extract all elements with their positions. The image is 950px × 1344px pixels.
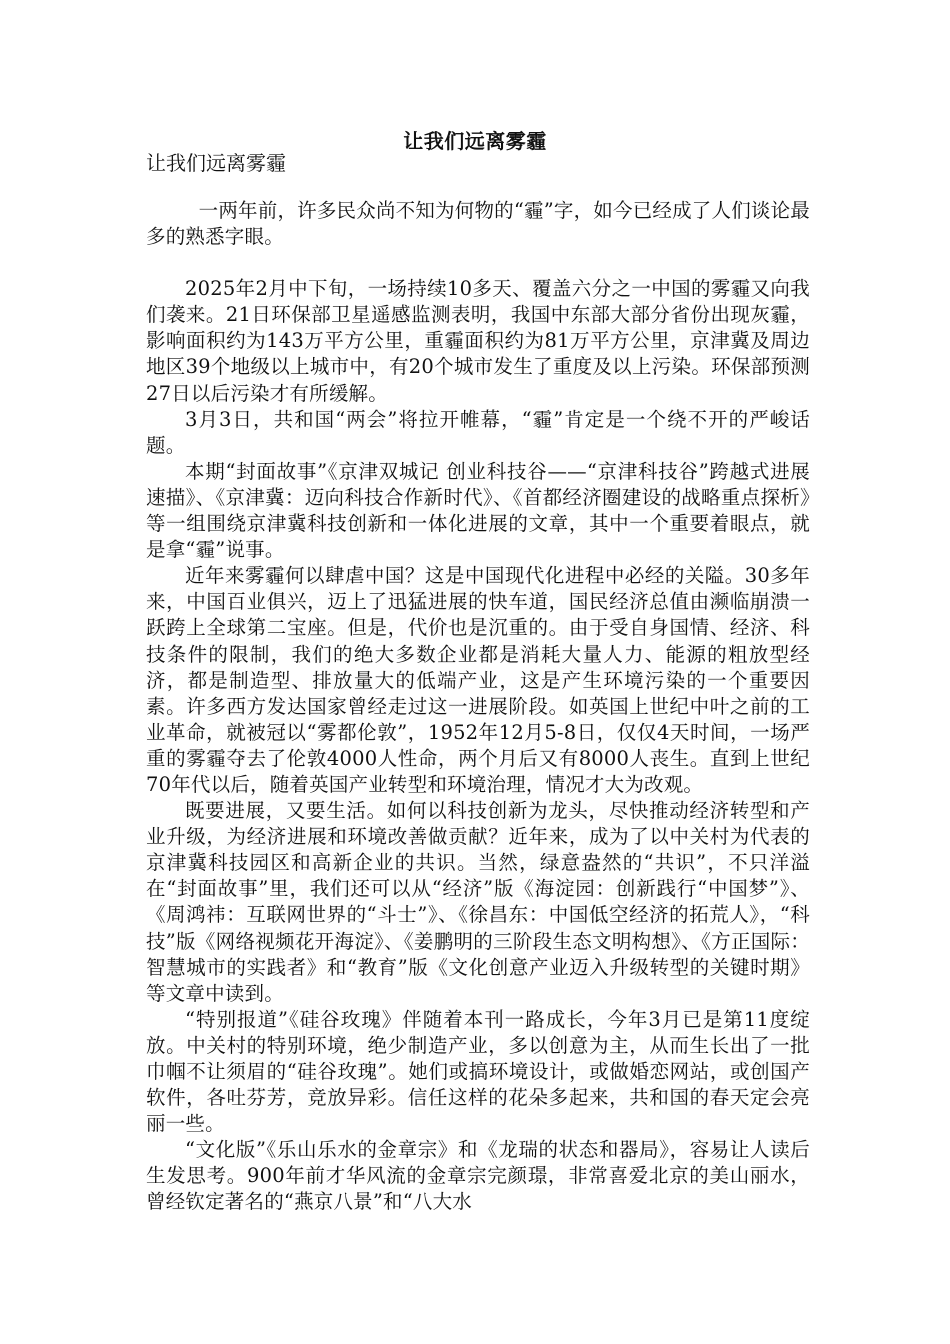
paragraph-spacer xyxy=(146,250,810,276)
paragraph-two-sessions: 3月3日，共和国“两会”将拉开帷幕，“霾”肯定是一个绕不开的严峻话题。 xyxy=(146,407,810,457)
document-title: 让我们远离雾霾 xyxy=(403,129,547,153)
document-subtitle: 让我们远离雾霾 xyxy=(146,151,286,175)
paragraph-cover-story: 本期“封面故事”《京津双城记 创业科技谷——“京津科技谷”跨越式进展速描》、《京津冀：迈向科技合作新时代》、《首都经济圈建设的战略重点探析》等一组围绕京津冀科技创新和一体化进展的文章，其中一个重要着眼点，就是拿“霾”说事。 xyxy=(146,459,810,562)
paragraph-culture: “文化版”《乐山乐水的金章宗》和《龙瑞的状态和器局》，容易让人读后生发思考。900年前才华风流的金章宗完颜璟，非常喜爱北京的美山丽水，曾经钦定著名的“燕京八景”和“八大水 xyxy=(146,1138,810,1214)
paragraph-innovation: 既要进展，又要生活。如何以科技创新为龙头，尽快推动经济转型和产业升级，为经济进展和环境改善做贡献？近年来，成为了以中关村为代表的京津冀科技园区和高新企业的共识。当然，绿意盎然的“共识”，不只洋溢在“封面故事”里，我们还可以从“经济”版《海淀园：创新践行“中国梦”》、《周鸿祎：互联网世界的“斗士”》、《徐昌东：中国低空经济的拓荒人》，“科技”版《网络视频花开海淀》、《姜鹏明的三阶段生态文明构想》、《方正国际：智慧城市的实践者》和“教育”版《文化创意产业迈入升级转型的关键时期》等文章中读到。 xyxy=(146,799,810,1005)
paragraph-intro: 一两年前，许多民众尚不知为何物的“霾”字，如今已经成了人们谈论最多的熟悉字眼。 xyxy=(146,199,810,249)
paragraph-silicon-roses: “特别报道”《硅谷玫瑰》伴随着本刊一路成长，今年3月已是第11度绽放。中关村的特别环境，绝少制造产业，多以创意为主，从而生长出了一批巾帼不让须眉的“硅谷玫瑰”。她们或搞环境设计，或做婚恋网站，或创国产软件，各吐芬芳，竞放异彩。信任这样的花朵多起来，共和国的春天定会亮丽一些。 xyxy=(146,1007,810,1136)
paragraph-causes: 近年来雾霾何以肆虐中国？这是中国现代化进程中必经的关隘。30多年来，中国百业俱兴，迈上了迅猛进展的快车道，国民经济总值由濒临崩溃一跃跨上全球第二宝座。但是，代价也是沉重的。由于受自身国情、经济、科技条件的限制，我们的绝大多数企业都是消耗大量人力、能源的粗放型经济，都是制造型、排放量大的低端产业，这是产生环境污染的一个重要因素。许多西方发达国家曾经走过这一进展阶段。如英国上世纪中叶之前的工业革命，就被冠以“雾都伦敦”，1952年12月5-8日，仅仅4天时间，一场严重的雾霾夺去了伦敦4000人性命，两个月后又有8000人丧生。直到上世纪70年代以后，随着英国产业转型和环境治理，情况才大为改观。 xyxy=(146,564,810,796)
paragraph-smog-event: 2025年2月中下旬，一场持续10多天、覆盖六分之一中国的雾霾又向我们袭来。21日环保部卫星遥感监测表明，我国中东部大部分省份出现灰霾，影响面积约为143万平方公里，重霾面积约为81万平方公里，京津冀及周边地区39个地级以上城市中，有20个城市发生了重度及以上污染。环保部预测27日以后污染才有所缓解。 xyxy=(146,277,810,405)
document-body xyxy=(146,198,810,1216)
